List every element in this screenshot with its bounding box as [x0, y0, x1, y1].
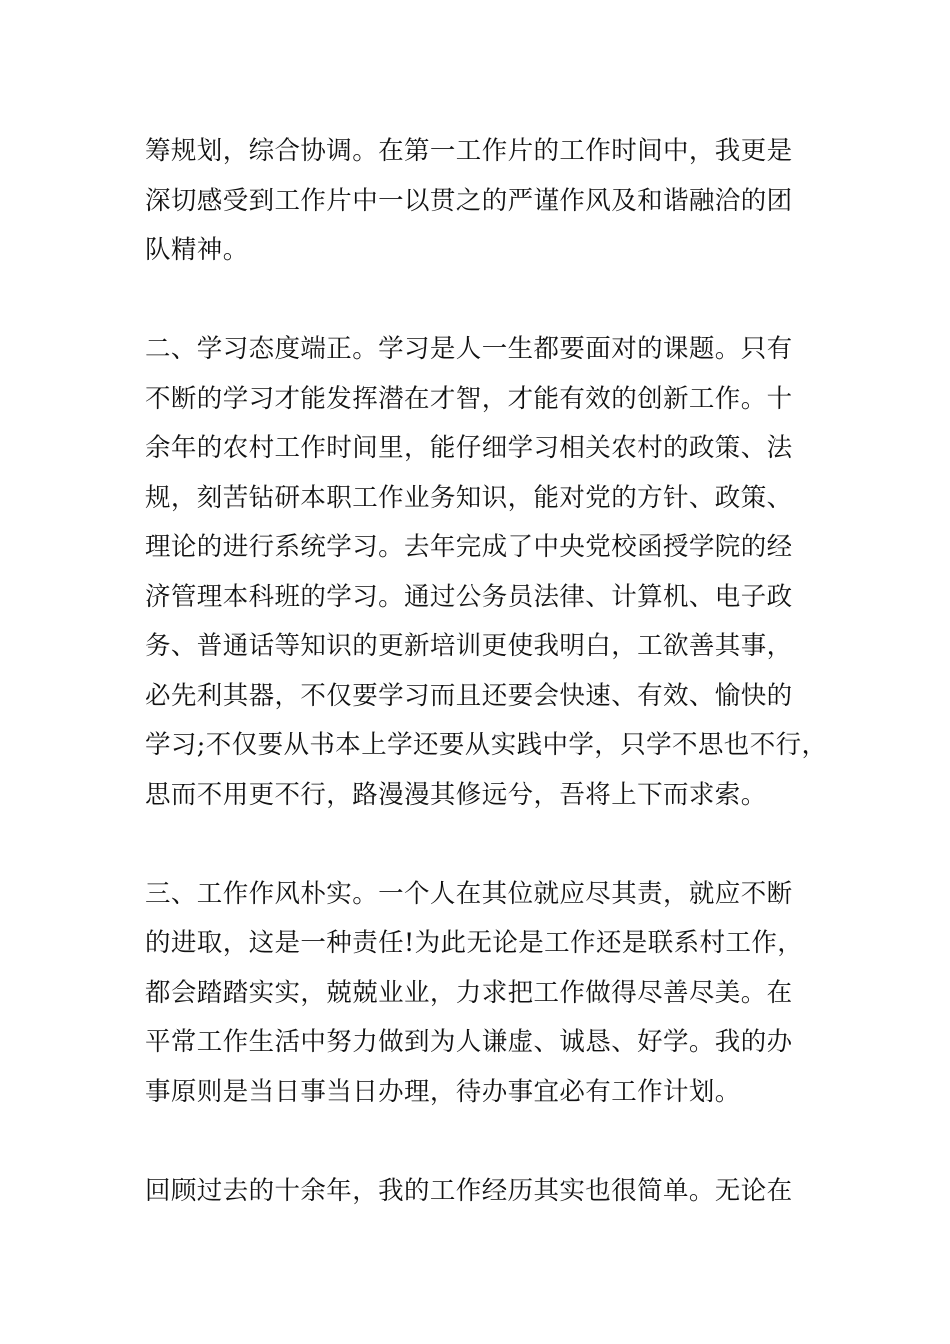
text-line: 都会踏踏实实，兢兢业业，力求把工作做得尽善尽美。在	[145, 977, 793, 1008]
text-line: 理论的进行系统学习。去年完成了中央党校函授学院的经	[145, 532, 793, 562]
paragraph-1	[145, 127, 835, 276]
text-line: 不断的学习才能发挥潜在才智，才能有效的创新工作。十	[145, 383, 793, 414]
text-line: 必先利其器，不仅要学习而且还要会快速、有效、愉快的	[145, 680, 793, 711]
text-line: 二、学习态度端正。学习是人一生都要面对的课题。只有	[145, 334, 793, 364]
paragraph-spacer	[145, 820, 835, 870]
text-line: 济管理本科班的学习。通过公务员法律、计算机、电子政	[145, 581, 793, 612]
text-line: 规，刻苦钻研本职工作业务知识，能对党的方针、政策、	[145, 482, 793, 513]
text-line: 务、普通话等知识的更新培训更使我明白，工欲善其事，	[145, 631, 793, 661]
text-line: 回顾过去的十余年，我的工作经历其实也很简单。无论在	[145, 1175, 793, 1206]
paragraph-3	[145, 870, 835, 1118]
text-line: 思而不用更不行，路漫漫其修远兮，吾将上下而求索。	[145, 779, 767, 810]
text-line: 学习;不仅要从书本上学还要从实践中学，只学不思也不行，	[145, 730, 828, 760]
paragraph-4	[145, 1167, 835, 1217]
text-line: 筹规划，综合协调。在第一工作片的工作时间中，我更是	[145, 136, 793, 166]
text-line: 的进取，这是一种责任!为此无论是工作还是联系村工作，	[145, 928, 804, 958]
text-line: 余年的农村工作时间里，能仔细学习相关农村的政策、法	[145, 433, 793, 463]
paragraph-spacer	[145, 276, 835, 326]
paragraph-spacer	[145, 1117, 835, 1167]
document-body	[145, 127, 835, 1216]
text-line: 深切感受到工作片中一以贯之的严谨作风及和谐融洽的团	[145, 185, 793, 216]
paragraph-2	[145, 325, 835, 820]
text-line: 三、工作作风朴实。一个人在其位就应尽其责，就应不断	[145, 878, 793, 909]
text-line: 事原则是当日事当日办理，待办事宜必有工作计划。	[145, 1076, 741, 1107]
text-line: 平常工作生活中努力做到为人谦虚、诚恳、好学。我的办	[145, 1027, 793, 1057]
text-line: 队精神。	[145, 235, 249, 265]
